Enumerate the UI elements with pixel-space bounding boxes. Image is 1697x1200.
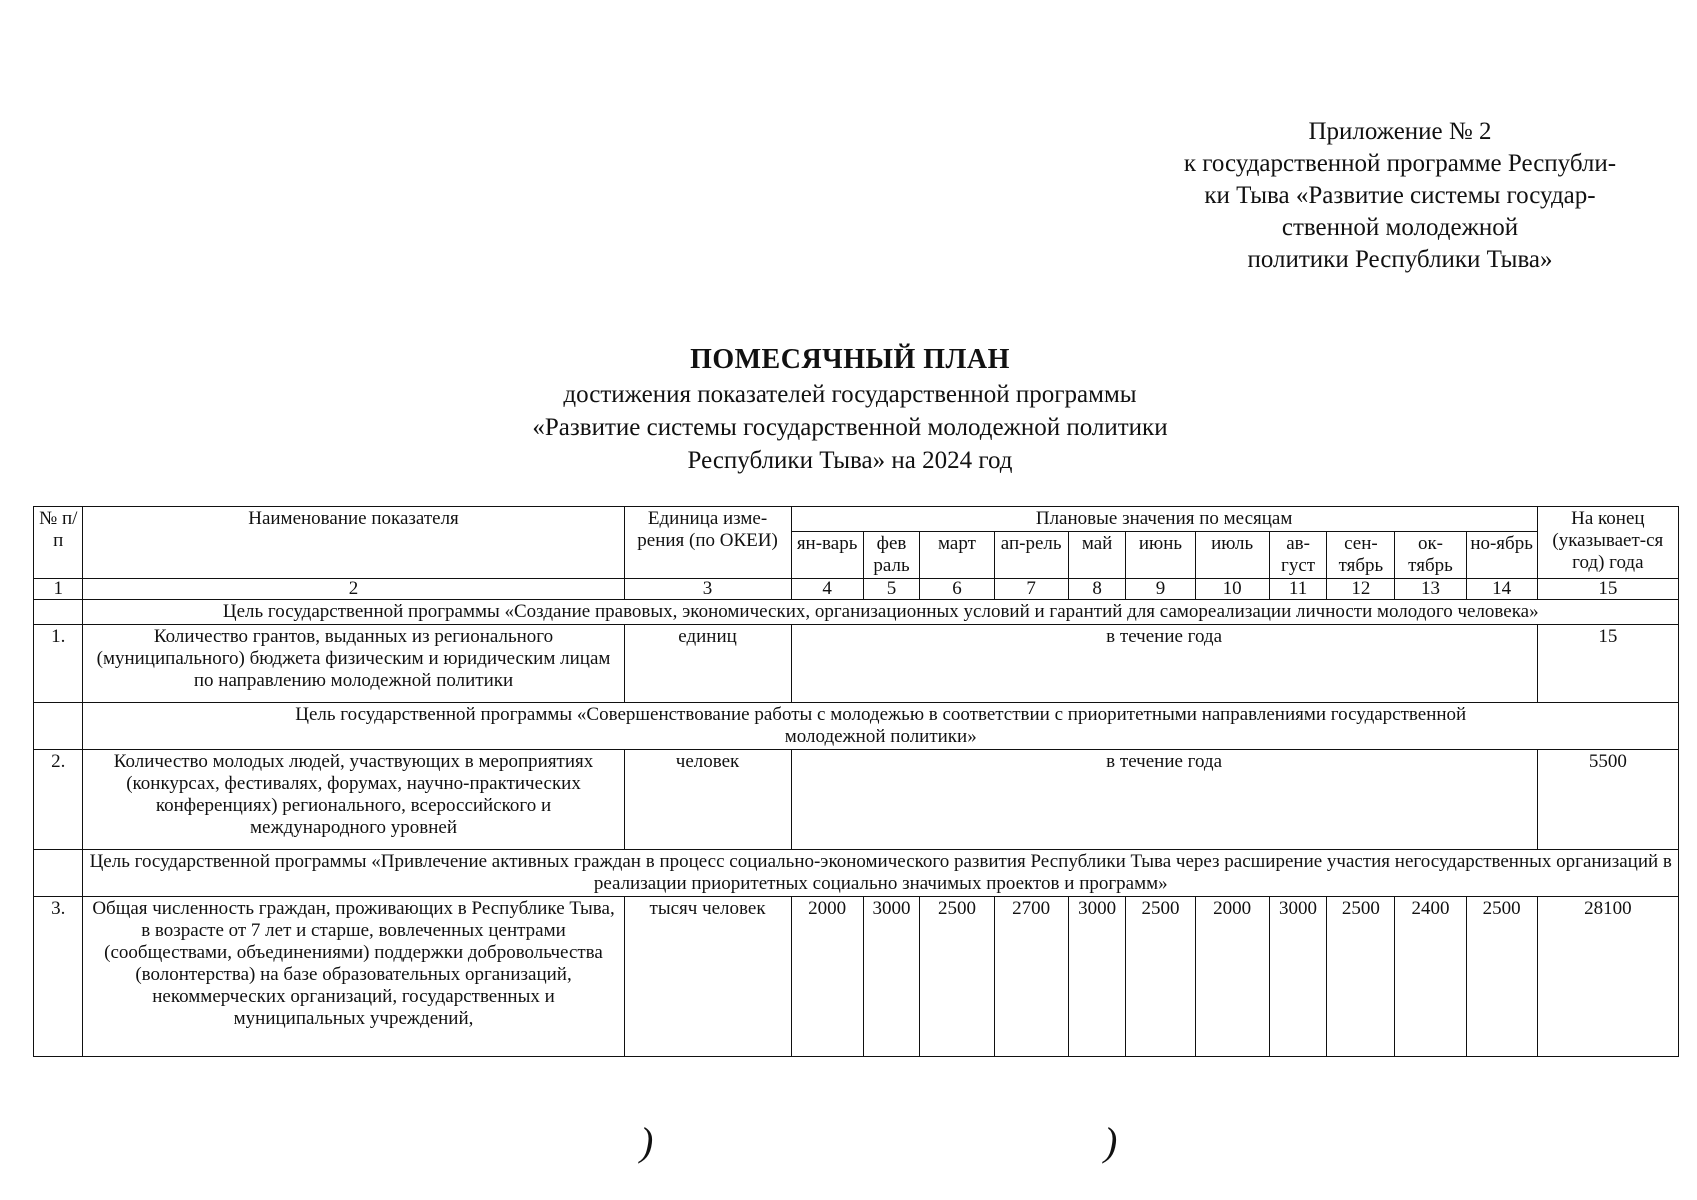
header-month: сен-тябрь bbox=[1327, 532, 1395, 579]
table-row bbox=[34, 750, 1679, 850]
header-month: май bbox=[1068, 532, 1126, 579]
goal-row bbox=[34, 600, 1679, 625]
header-name: Наименование показателя bbox=[83, 507, 624, 579]
goal-row bbox=[34, 850, 1679, 897]
column-number: 10 bbox=[1195, 579, 1269, 600]
monthly-plan-table bbox=[33, 506, 1679, 1057]
header-month: июнь bbox=[1126, 532, 1195, 579]
month-value: 2000 bbox=[1195, 897, 1269, 1057]
appendix-line: ки Тыва «Развитие системы государ- bbox=[1204, 182, 1596, 209]
column-number: 14 bbox=[1466, 579, 1537, 600]
column-number: 11 bbox=[1269, 579, 1327, 600]
header-month: ап-рель bbox=[994, 532, 1068, 579]
goal-text: Цель государственной программы «Создание правовых, экономических, организационных условий и гарантий для самореализации личности молодого человека» bbox=[83, 600, 1679, 625]
appendix-line: к государственной программе Республи- bbox=[1183, 150, 1617, 177]
column-number: 8 bbox=[1068, 579, 1126, 600]
header-num: № п/п bbox=[34, 507, 83, 579]
appendix-line: политики Республики Тыва» bbox=[1247, 246, 1553, 273]
header-month: июль bbox=[1195, 532, 1269, 579]
month-value: 2000 bbox=[791, 897, 863, 1057]
month-value: 2500 bbox=[920, 897, 994, 1057]
column-numbers-row bbox=[34, 579, 1679, 600]
header-month: март bbox=[920, 532, 994, 579]
month-value: 2500 bbox=[1327, 897, 1395, 1057]
indicator-period: в течение года bbox=[791, 625, 1537, 703]
goal-text: Цель государственной программы «Привлечение активных граждан в процесс социально-экономического развития Республики Тыва через расширение участия негосударственных организаций в реализации приоритетных социально значимых проектов и программ» bbox=[83, 850, 1679, 897]
page-mark: ) bbox=[640, 1119, 654, 1164]
indicator-name: Общая численность граждан, проживающих в Республике Тыва, в возрасте от 7 лет и старше, вовлеченных центрами (сообществами, объединениями) поддержки добровольчества (волонтерства) на базе образовательных организаций, некоммерческих организаций, государственных и муниципальных учреждений, bbox=[83, 897, 624, 1057]
month-value: 2500 bbox=[1466, 897, 1537, 1057]
indicator-period: в течение года bbox=[791, 750, 1537, 850]
column-number: 4 bbox=[791, 579, 863, 600]
indicator-end-value: 15 bbox=[1537, 625, 1678, 703]
month-value: 2700 bbox=[994, 897, 1068, 1057]
column-number: 3 bbox=[624, 579, 791, 600]
header-month: но-ябрь bbox=[1466, 532, 1537, 579]
row-num: 3. bbox=[34, 897, 83, 1057]
indicator-name: Количество грантов, выданных из регионального (муниципального) бюджета физическим и юридическим лицам по направлению молодежной политики bbox=[83, 625, 624, 703]
column-number: 2 bbox=[83, 579, 624, 600]
goal-text: Цель государственной программы «Совершенствование работы с молодежью в соответствии с приоритетными направлениями государственной молодежной политики» bbox=[83, 703, 1679, 750]
title-sub-line: Республики Тыва» на 2024 год bbox=[687, 447, 1013, 474]
row-num: 1. bbox=[34, 625, 83, 703]
header-month: ян-варь bbox=[791, 532, 863, 579]
indicator-unit: человек bbox=[624, 750, 791, 850]
header-month: ок-тябрь bbox=[1395, 532, 1466, 579]
page-mark: ) bbox=[1104, 1119, 1118, 1164]
month-value: 3000 bbox=[1269, 897, 1327, 1057]
column-number: 1 bbox=[34, 579, 83, 600]
title-sub-line: «Развитие системы государственной молодежной политики bbox=[532, 414, 1168, 441]
column-number: 7 bbox=[994, 579, 1068, 600]
column-number: 13 bbox=[1395, 579, 1466, 600]
header-end: На конец (указывает-ся год) года bbox=[1537, 507, 1678, 579]
indicator-end-value: 28100 bbox=[1537, 897, 1678, 1057]
column-number: 5 bbox=[863, 579, 920, 600]
month-value: 3000 bbox=[863, 897, 920, 1057]
appendix-line: Приложение № 2 bbox=[1308, 118, 1492, 145]
column-number: 9 bbox=[1126, 579, 1195, 600]
month-value: 3000 bbox=[1068, 897, 1126, 1057]
row-num: 2. bbox=[34, 750, 83, 850]
appendix-note bbox=[1140, 116, 1660, 276]
appendix-line: ственной молодежной bbox=[1281, 214, 1519, 241]
indicator-unit: единиц bbox=[624, 625, 791, 703]
column-number: 15 bbox=[1537, 579, 1678, 600]
title-main: ПОМЕСЯЧНЫЙ ПЛАН bbox=[690, 344, 1010, 375]
goal-row bbox=[34, 703, 1679, 750]
column-number: 6 bbox=[920, 579, 994, 600]
table-row bbox=[34, 625, 1679, 703]
month-value: 2400 bbox=[1395, 897, 1466, 1057]
header-month: фев раль bbox=[863, 532, 920, 579]
month-value: 2500 bbox=[1126, 897, 1195, 1057]
indicator-end-value: 5500 bbox=[1537, 750, 1678, 850]
header-unit: Единица изме-рения (по ОКЕИ) bbox=[624, 507, 791, 579]
document-title bbox=[380, 342, 1320, 477]
indicator-unit: тысяч человек bbox=[624, 897, 791, 1057]
header-month: ав-густ bbox=[1269, 532, 1327, 579]
title-sub-line: достижения показателей государственной программы bbox=[563, 381, 1137, 408]
table-row bbox=[34, 897, 1679, 1057]
column-number: 12 bbox=[1327, 579, 1395, 600]
header-monthly: Плановые значения по месяцам bbox=[791, 507, 1537, 532]
indicator-name: Количество молодых людей, участвующих в мероприятиях (конкурсах, фестивалях, форумах, научно-практических конференциях) регионального, всероссийского и международного уровней bbox=[83, 750, 624, 850]
header-row bbox=[34, 507, 1679, 532]
